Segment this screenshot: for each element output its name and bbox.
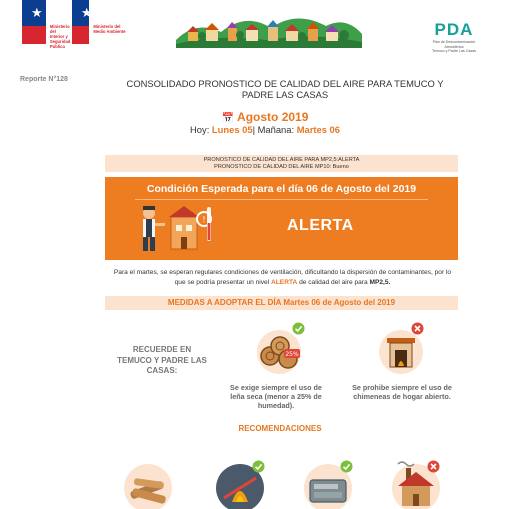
description-pollutant: MP2,5. — [369, 278, 391, 286]
government-logos — [22, 0, 130, 49]
chile-shield-icon — [22, 0, 46, 44]
forecast-box — [105, 155, 458, 172]
pda-subtitle-1: Plan de Descontaminación Atmosférica — [432, 40, 476, 49]
check-icon — [340, 460, 353, 473]
cross-icon — [411, 322, 424, 335]
remember-note: RECUERDE EN TEMUCO Y PADRE LAS CASAS: — [117, 345, 207, 375]
description-text-1: Para el martes, se esperan regulares condiciones de ventilación, dificultando la dispersión de contaminantes, por lo que se podría presentar un nivel — [113, 269, 452, 286]
wood-rule-text: Se exige siempre el uso de leña seca (menor a 25% de humedad). — [230, 383, 322, 410]
description-alert: ALERTA — [271, 278, 298, 286]
month-label: Agosto 2019 — [237, 110, 309, 124]
report-number: Reporte N°128 — [20, 76, 68, 83]
forecast-mp25: PRONOSTICO DE CALIDAD DEL AIRE PARA MP2,5:ALERTA — [203, 157, 360, 163]
calendar-icon: 📅 — [221, 113, 235, 124]
ministry-environment-label: Ministerio del Medio Ambiente — [93, 24, 126, 34]
day-line — [160, 124, 370, 135]
pda-logo-icon: PDA — [434, 20, 474, 39]
today-value: Lunes 05 — [211, 124, 253, 135]
check-icon — [252, 460, 265, 473]
fireplace-rule-text: Se prohibe siempre el uso de chimeneas de hogar abierto. — [352, 383, 452, 401]
report-title: CONSOLIDADO PRONOSTICO DE CALIDAD DEL AIRE PARA TEMUCO Y PADRE LAS CASAS — [126, 78, 444, 100]
measures-heading: MEDIDAS A ADOPTAR EL DÍA Martes 06 de Agosto del 2019 — [105, 296, 458, 310]
cross-icon — [427, 460, 440, 473]
village-banner-icon — [176, 10, 362, 48]
today-label: Hoy: — [190, 124, 210, 135]
tomorrow-value: Martes 06 — [296, 124, 340, 135]
forecast-mp10: PRONOSTICO DE CALIDAD DEL AIRE MP10: Bueno — [214, 164, 349, 170]
check-icon — [292, 322, 305, 335]
condition-heading: Condición Esperada para el día 06 de Agosto del 2019 — [146, 183, 417, 195]
tomorrow-label: Mañana: — [257, 124, 295, 135]
logs-icon — [120, 458, 176, 509]
report-month — [200, 110, 330, 124]
alert-status: ALERTA — [287, 217, 354, 234]
forecast-description — [110, 268, 455, 287]
ministry-interior-label: Ministerio del Interior y Seguridad Pública — [49, 24, 71, 49]
header — [0, 0, 529, 60]
divider — [135, 199, 428, 200]
chile-shield-icon — [72, 0, 90, 44]
condition-panel — [105, 177, 458, 260]
worker-smoke-icon — [135, 203, 215, 257]
recommendations-heading: RECOMENDACIONES — [238, 424, 322, 433]
pda-logo — [424, 6, 484, 56]
description-text-2: de calidad del aire para — [297, 278, 370, 286]
pda-subtitle-2: Temuco y Padre Las Casas — [432, 49, 476, 53]
svg-text:!: ! — [202, 215, 206, 224]
day-separator: | — [252, 124, 255, 135]
wood-humidity-badge: 25% — [285, 351, 299, 358]
